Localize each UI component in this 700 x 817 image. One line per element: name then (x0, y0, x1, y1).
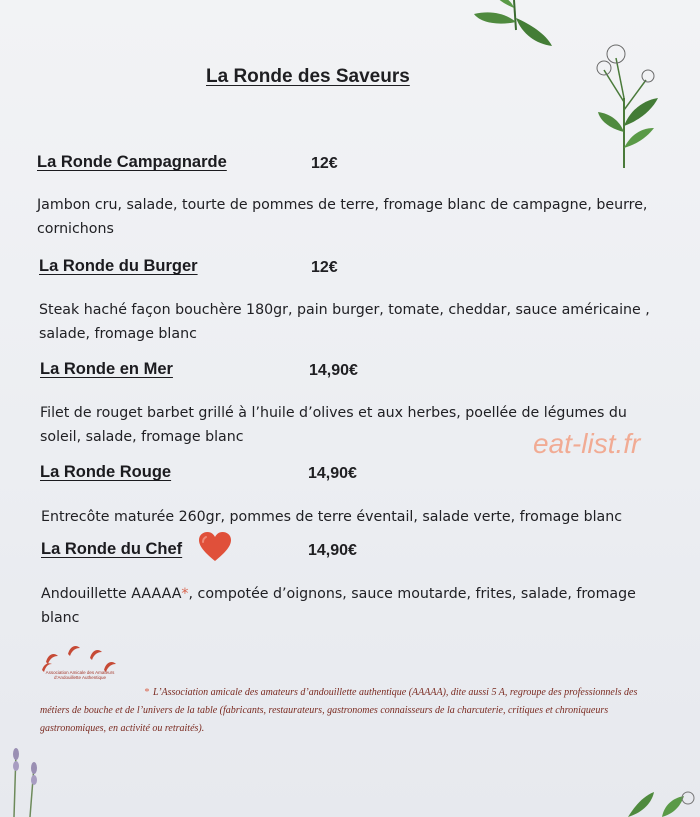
menu-item-price: 14,90€ (309, 362, 358, 379)
menu-item-price: 12€ (311, 155, 338, 172)
heart-icon (198, 531, 232, 563)
menu-item-description: Jambon cru, salade, tourte de pommes de terre, fromage blanc de campagne, beurre, cornichons (37, 197, 648, 237)
menu-item-price: 14,90€ (308, 542, 357, 559)
menu-item-campagnarde (37, 153, 227, 172)
menu-item-name: La Ronde Rouge (40, 463, 172, 481)
menu-item-name: La Ronde Campagnarde (37, 153, 227, 171)
menu-item-description: Entrecôte maturée 260gr, pommes de terre éventail, salade verte, fromage blanc (41, 509, 623, 525)
menu-item-chef (41, 540, 182, 559)
footnote-asterisk: * (181, 586, 189, 602)
menu-item-description: Andouillette AAAAA*, compotée d’oignons, sauce moutarde, frites, salade, fromage blanc (41, 586, 636, 626)
menu-item-name: La Ronde en Mer (40, 360, 173, 378)
menu-item-price: 12€ (311, 259, 338, 276)
menu-item-rouge (40, 463, 171, 482)
menu-item-en-mer (40, 360, 173, 379)
menu-item-name: La Ronde du Burger (39, 257, 198, 275)
menu-item-description: Steak haché façon bouchère 180gr, pain burger, tomate, cheddar, sauce américaine , salade, fromage blanc (39, 302, 650, 342)
footnote-text: * L’Association amicale des amateurs d’andouillette authentique (AAAAA), dite aussi 5 A, regroupe des professionnels des métiers de bouche et de l’univers de la table (fabricants, restaurateurs, gastronomes connaisseurs de la charcuterie, critiques et chroniqueurs gastronomiques, en activité ou retraités). (40, 687, 638, 734)
menu-item-name: La Ronde du Chef (41, 540, 183, 558)
association-logo-caption: Association Amicale des Amateurs d’Andouillette Authentique (45, 670, 115, 680)
menu-item-description: Filet de rouget barbet grillé à l’huile d’olives et aux herbes, poellée de légumes du soleil, salade, fromage blanc (40, 405, 627, 445)
watermark: eat-list.fr (533, 428, 641, 459)
menu-item-price: 14,90€ (308, 465, 357, 482)
menu-title: La Ronde des Saveurs (206, 66, 410, 87)
menu-item-burger (39, 257, 198, 276)
